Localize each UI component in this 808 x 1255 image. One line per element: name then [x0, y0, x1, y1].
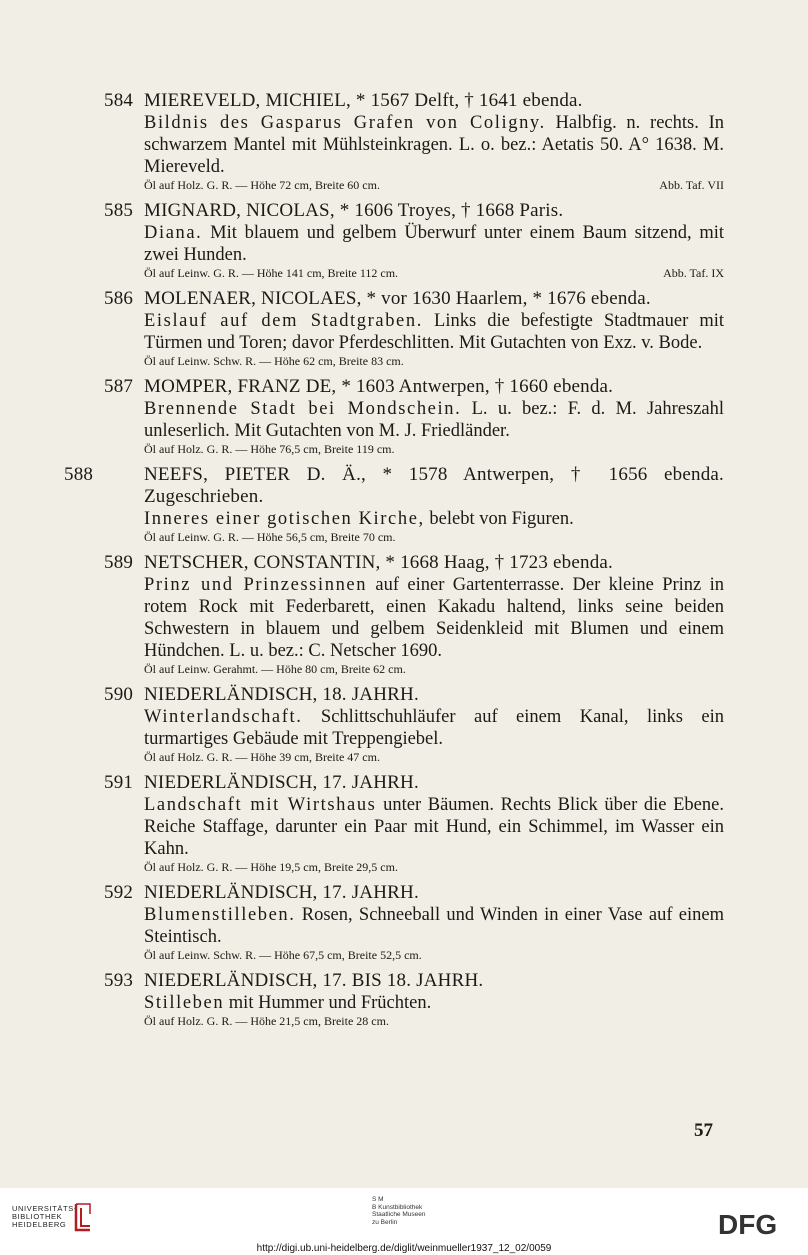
entry-technical-details — [144, 442, 724, 457]
entry-description — [144, 398, 724, 442]
entry-technical-details — [144, 178, 724, 193]
entry-heading — [104, 970, 724, 992]
university-library-label: UNIVERSITÄTS- BIBLIOTHEK HEIDELBERG — [12, 1204, 77, 1229]
artwork-title: Winterlandschaft. — [144, 707, 303, 727]
medium-dimensions: Öl auf Leinw. G. R. — Höhe 56,5 cm, Breite 70 cm. — [144, 530, 396, 544]
artwork-title: Stilleben — [144, 993, 225, 1013]
medium-dimensions: Öl auf Leinw. G. R. — Höhe 141 cm, Breite 112 cm. — [144, 266, 399, 280]
entry-number: 592 — [104, 882, 134, 903]
entry-description — [144, 794, 724, 860]
catalog-entry — [104, 376, 724, 457]
entry-technical-details — [144, 860, 724, 875]
artwork-description: Rosen, Schneeball und Winden in einer Vase auf einem Steintisch. — [144, 905, 724, 947]
entry-technical-details — [144, 1014, 724, 1029]
artwork-description: auf einer Gartenterrasse. Der kleine Prinz in rotem Rock mit Federbarett, einen Kakadu haltend, links seine beiden Schwestern in blauem und gelbem Seidenkleid mit Blumen und einem Hündchen. L. u. bez.: C. Netscher 1690. — [144, 575, 724, 661]
artwork-description: Links die befestigte Stadtmauer mit Türmen und Toren; davor Pferdeschlitten. Mit Gutachten von Exz. v. Bode. — [144, 311, 724, 353]
entry-artist: MIGNARD, NICOLAS, * 1606 Troyes, † 1668 Paris. — [144, 200, 564, 221]
artwork-description: mit Hummer und Früchten. — [224, 993, 432, 1013]
artwork-title: Prinz und Prinzessinnen — [144, 575, 368, 595]
medium-dimensions: Öl auf Holz. G. R. — Höhe 19,5 cm, Breite 29,5 cm. — [144, 860, 398, 874]
medium-dimensions: Öl auf Holz. G. R. — Höhe 76,5 cm, Breite 119 cm. — [144, 442, 395, 456]
entry-artist: NEEFS, PIETER D. Ä., * 1578 Antwerpen, † 1656 ebenda. Zugeschrieben. — [144, 464, 724, 507]
entry-technical-details — [144, 530, 724, 545]
entry-description — [144, 222, 724, 266]
artwork-title: Bildnis des Gasparus Grafen von Coligny. — [144, 113, 546, 133]
artwork-description: Halbfig. n. rechts. In schwarzem Mantel mit Mühlsteinkragen. L. o. bez.: Aetatis 50. A° 1638. M. Miereveld. — [144, 113, 724, 177]
entry-heading — [104, 200, 724, 222]
entry-number: 591 — [104, 772, 134, 793]
entry-artist: NIEDERLÄNDISCH, 17. BIS 18. JAHRH. — [144, 970, 484, 991]
artwork-title: Eislauf auf dem Stadtgraben. — [144, 311, 423, 331]
entry-heading — [104, 772, 724, 794]
dfg-logo-icon — [718, 1210, 796, 1238]
entry-number: 588 — [64, 464, 94, 485]
artwork-description: Mit blauem und gelbem Überwurf unter einem Baum sitzend, mit zwei Hunden. — [144, 223, 724, 265]
entry-number: 590 — [104, 684, 134, 705]
entry-number: 584 — [104, 90, 134, 111]
entry-artist: MOMPER, FRANZ DE, * 1603 Antwerpen, † 1660 ebenda. — [144, 376, 614, 397]
entry-artist: NIEDERLÄNDISCH, 18. JAHRH. — [144, 684, 419, 705]
catalog-entry — [104, 970, 724, 1029]
entry-description — [144, 706, 724, 750]
medium-dimensions: Öl auf Holz. G. R. — Höhe 21,5 cm, Breite 28 cm. — [144, 1014, 389, 1028]
entry-technical-details — [144, 266, 724, 281]
catalog-entry — [104, 288, 724, 369]
entry-number: 587 — [104, 376, 134, 397]
catalog-entry — [64, 464, 724, 545]
catalog-entry — [104, 772, 724, 875]
medium-dimensions: Öl auf Leinw. Schw. R. — Höhe 62 cm, Breite 83 cm. — [144, 354, 404, 368]
catalog-entries — [64, 90, 725, 1036]
medium-dimensions: Öl auf Holz. G. R. — Höhe 72 cm, Breite 60 cm. — [144, 178, 380, 192]
entry-heading — [104, 882, 724, 904]
catalog-entry — [104, 684, 724, 765]
artwork-title: Diana. — [144, 223, 203, 243]
artwork-description: L. u. bez.: F. d. M. Jahreszahl unleserlich. Mit Gutachten von M. J. Friedländer. — [144, 399, 725, 441]
entry-number: 586 — [104, 288, 134, 309]
entry-heading — [104, 90, 724, 112]
catalog-entry — [104, 90, 724, 193]
entry-heading — [104, 376, 724, 398]
entry-description — [144, 574, 724, 662]
entry-artist: NIEDERLÄNDISCH, 17. JAHRH. — [144, 882, 419, 903]
entry-technical-details — [144, 662, 724, 677]
entry-artist: MOLENAER, NICOLAES, * vor 1630 Haarlem, * 1676 ebenda. — [144, 288, 651, 309]
artwork-title: Brennende Stadt bei Mondschein. — [144, 399, 462, 419]
artwork-title: Landschaft mit Wirtshaus — [144, 795, 377, 815]
entry-artist: NETSCHER, CONSTANTIN, * 1668 Haag, † 1723 ebenda. — [144, 552, 613, 573]
entry-number: 585 — [104, 200, 134, 221]
entry-number: 589 — [104, 552, 134, 573]
artwork-title: Inneres einer gotischen Kirche, — [144, 509, 425, 529]
entry-description — [144, 112, 724, 178]
university-logo-icon — [72, 1202, 94, 1232]
entry-technical-details — [144, 948, 724, 963]
entry-description — [144, 992, 724, 1014]
artwork-description: unter Bäumen. Rechts Blick über die Ebene. Reiche Staffage, darunter ein Paar mit Hund, ein Schimmel, im Wasser ein Kahn. — [144, 795, 724, 859]
entry-artist: NIEDERLÄNDISCH, 17. JAHRH. — [144, 772, 419, 793]
svg-text:DFG: DFG — [718, 1210, 778, 1238]
entry-technical-details — [144, 750, 724, 765]
entry-description — [144, 904, 724, 948]
entry-technical-details — [144, 354, 724, 369]
plate-reference: Abb. Taf. IX — [663, 266, 724, 280]
artwork-title: Blumenstilleben. — [144, 905, 296, 925]
catalog-entry — [104, 552, 724, 677]
catalog-entry — [104, 200, 724, 281]
medium-dimensions: Öl auf Leinw. Gerahmt. — Höhe 80 cm, Breite 62 cm. — [144, 662, 406, 676]
medium-dimensions: Öl auf Holz. G. R. — Höhe 39 cm, Breite 47 cm. — [144, 750, 380, 764]
plate-reference: Abb. Taf. VII — [659, 178, 724, 192]
catalog-entry — [104, 882, 724, 963]
entry-artist: MIEREVELD, MICHIEL, * 1567 Delft, † 1641 ebenda. — [144, 90, 583, 111]
artwork-description: Schlittschuhläufer auf einem Kanal, links ein turmartiges Gebäude mit Treppengiebel. — [144, 707, 724, 749]
entry-description — [144, 508, 724, 530]
museum-stamp: S M B Kunstbibliothek Staatliche Museen zu Berlin — [372, 1196, 426, 1226]
source-url-link[interactable]: http://digi.ub.uni-heidelberg.de/diglit/weinmueller1937_12_02/0059 — [256, 1243, 552, 1254]
entry-number: 593 — [104, 970, 134, 991]
entry-heading — [104, 552, 724, 574]
entry-heading — [64, 464, 724, 508]
entry-description — [144, 310, 724, 354]
medium-dimensions: Öl auf Leinw. Schw. R. — Höhe 67,5 cm, Breite 52,5 cm. — [144, 948, 422, 962]
entry-heading — [104, 288, 724, 310]
entry-heading — [104, 684, 724, 706]
footer-bar — [0, 1188, 808, 1255]
artwork-description: belebt von Figuren. — [424, 509, 574, 529]
page-number: 57 — [694, 1120, 713, 1141]
